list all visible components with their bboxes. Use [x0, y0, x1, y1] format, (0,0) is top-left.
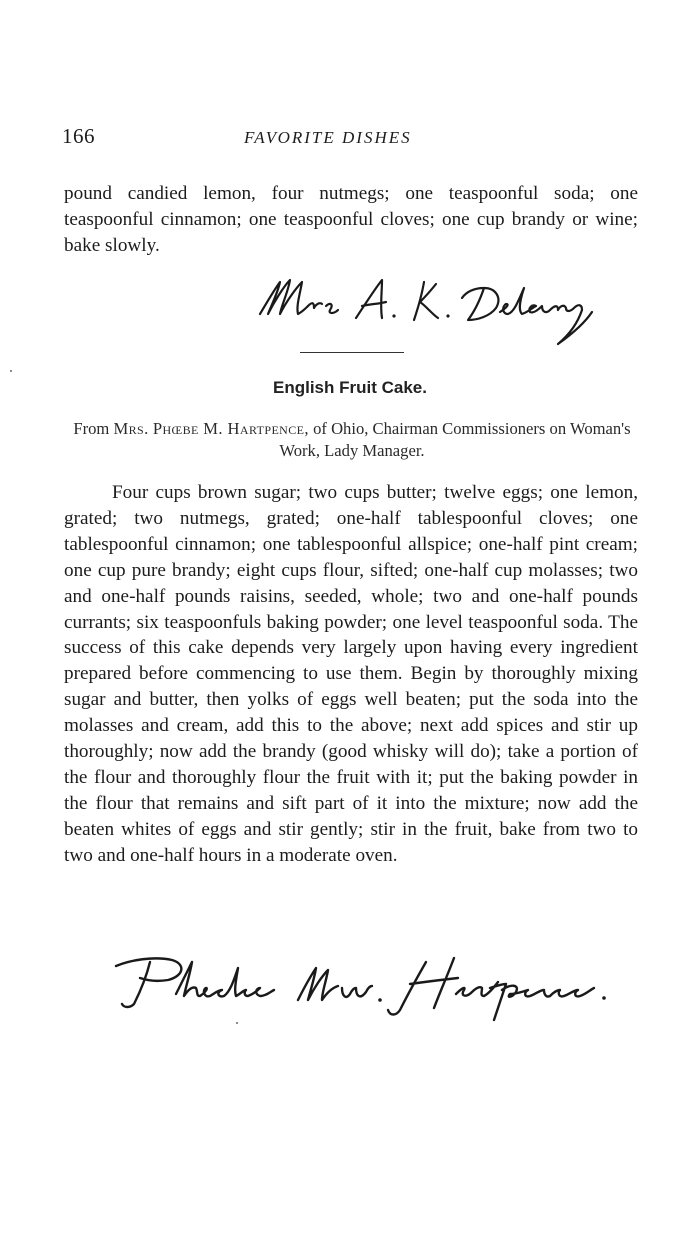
signature-hartpence-image	[110, 944, 650, 1024]
section-divider	[300, 352, 404, 353]
running-head	[62, 124, 642, 154]
page-number: 166	[62, 124, 95, 148]
recipe-attribution	[66, 418, 638, 462]
recipe-body	[64, 480, 638, 869]
paper-speck	[10, 370, 12, 372]
attribution-name: Phœbe M. Hartpence,	[152, 419, 309, 438]
signature-hartpence	[110, 944, 650, 1024]
signature-delany	[252, 268, 652, 352]
recipe-body-text: Four cups brown sugar; two cups butter; twelve eggs; one lemon, grated; two nutmegs, grated; one-half tablespoonful cloves; one tablespoonful cinnamon; one tablespoonful allspice; one-half pint cream; one cup pure brandy; eight cups flour, sifted; one-half cup molasses; two and one-half pounds raisins, seeded, whole; two and one-half pounds currants; six teaspoonfuls baking powder; one level teaspoonful soda. The success of this cake depends very largely upon having every ingredient prepared before commencing to use them. Begin by thoroughly mixing sugar and butter, then yolks of eggs well beaten; put the soda into the molasses and cream, add this to the above; next add spices and stir up thoroughly; now add the brandy (good whisky will do); take a portion of the flour and thoroughly flour the fruit with it; put the baking powder in the flour that remains and sift part of it into the mixture; now add the beaten whites of eggs and stir gently; stir in the fruit, bake from two to two and one-half hours in a moderate oven.	[64, 482, 638, 866]
recipe-title: English Fruit Cake.	[273, 378, 427, 397]
continuation-paragraph	[64, 181, 638, 258]
running-title: FAVORITE DISHES	[244, 128, 412, 147]
attribution-title: Mrs.	[113, 419, 149, 438]
paper-speck	[236, 1022, 238, 1024]
attribution-details: of Ohio, Chairman Commissioners on Woman's Work, Lady Manager.	[279, 419, 631, 460]
continuation-text: pound candied lemon, four nutmegs; one teaspoonful soda; one teaspoonful cinnamon; one teaspoonful cloves; one cup brandy or wine; bake slowly.	[64, 183, 638, 256]
signature-delany-image	[252, 268, 652, 352]
attribution-from: From	[73, 419, 110, 438]
